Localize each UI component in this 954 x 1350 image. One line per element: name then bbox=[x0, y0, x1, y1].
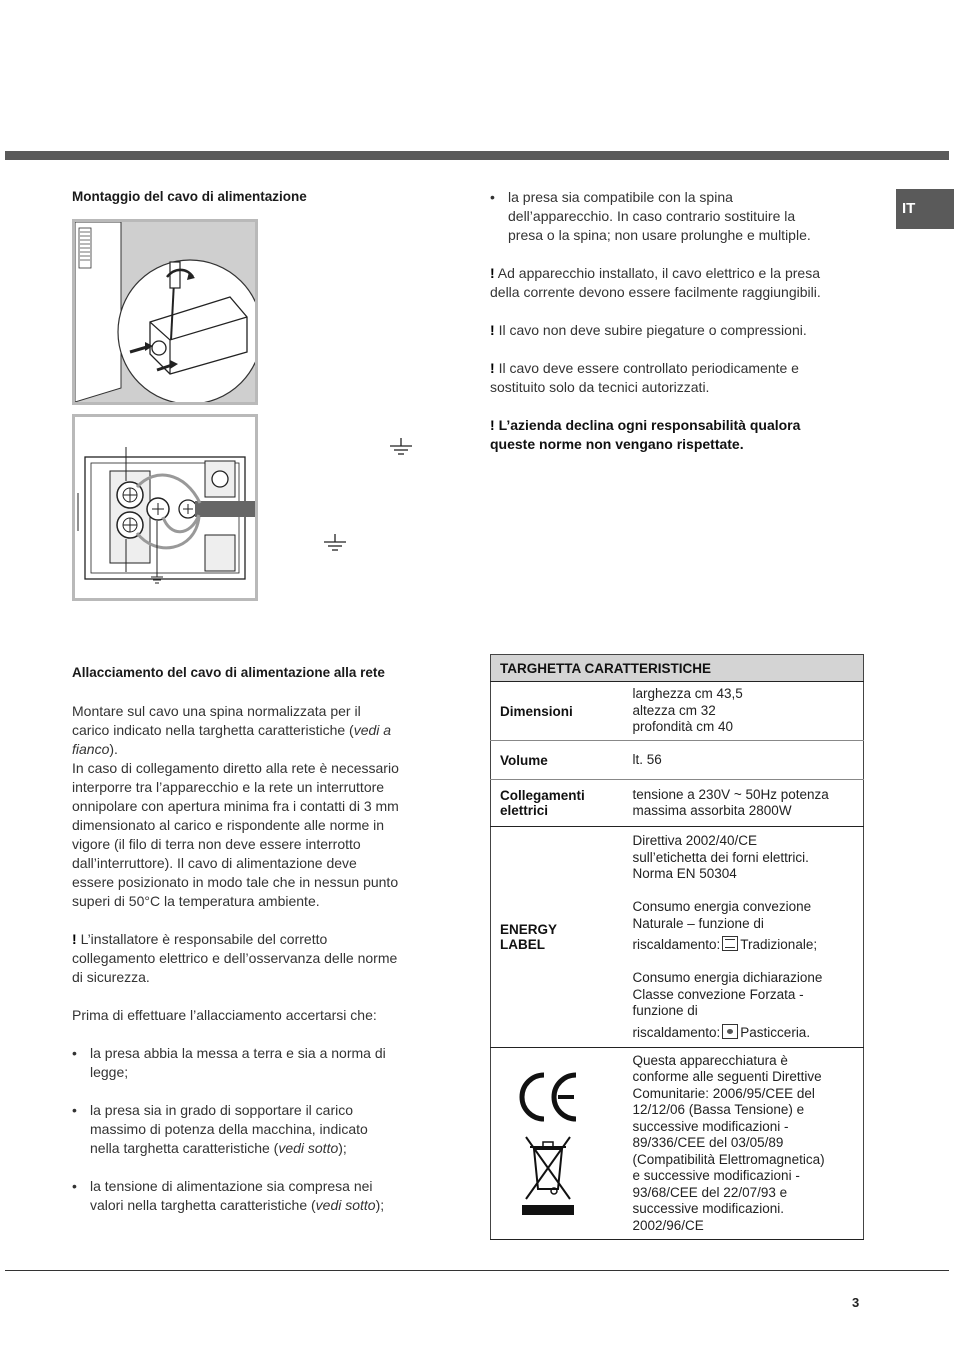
rating-plate-table bbox=[490, 654, 864, 1240]
wiring-diagram-illustration bbox=[72, 414, 258, 601]
text-line: essere posizionato in modo tale che in nessun punto bbox=[72, 874, 399, 890]
ground-icon bbox=[322, 534, 348, 554]
section-title-mains-connection: Allacciamento del cavo di alimentazione alla rete bbox=[72, 665, 385, 680]
row-label-compliance bbox=[491, 1048, 624, 1240]
ce-mark-icon bbox=[514, 1067, 584, 1217]
table-header: TARGHETTA CARATTERISTICHE bbox=[491, 655, 864, 682]
bullet-item: • la presa abbia la messa a terra e sia a norma di legge; bbox=[72, 1045, 386, 1080]
wiring-diagram-drawing bbox=[75, 417, 255, 598]
bullet-item: • la presa sia in grado di sopportare il carico massimo di potenza della macchina, indicato nella targhetta caratteristiche (vedi sotto); bbox=[72, 1102, 368, 1156]
bullet-item: • la tensione di alimentazione sia compresa nei valori nella targhetta caratteristiche (vedi sotto); bbox=[72, 1178, 385, 1213]
row-value-energy: Direttiva 2002/40/CE sull’etichetta dei forni elettrici. Norma EN 50304 Consumo energia convezione Naturale – funzione di riscaldamento: Tradizionale; Consumo energia dichiarazione Classe convezione Forzata - funzione di riscaldamento: Pasticceria. bbox=[624, 827, 864, 1048]
text-line: fianco). bbox=[72, 741, 118, 757]
weee-bin-icon bbox=[522, 1137, 574, 1215]
row-label-energy: ENERGY LABEL bbox=[491, 827, 624, 1048]
warning-note-bold: ! L’azienda declina ogni responsabilità qualora queste norme non vengano rispettate. bbox=[490, 417, 801, 452]
section-title-cable-mounting: Montaggio del cavo di alimentazione bbox=[72, 189, 307, 204]
text-line: interporre tra l’apparecchio e la rete un interruttore bbox=[72, 779, 385, 795]
safety-notes bbox=[490, 188, 880, 454]
text-line: Prima di effettuare l’allacciamento accertarsi che: bbox=[72, 1007, 377, 1023]
row-label-electrical: Collegamenti elettrici bbox=[491, 780, 624, 827]
text-line: superi di 50°C la temperatura ambiente. bbox=[72, 893, 320, 909]
pastry-mode-icon bbox=[722, 1024, 738, 1039]
text-line: vigore (il filo di terra non deve essere interrotto bbox=[72, 836, 361, 852]
bottom-rule bbox=[5, 1270, 949, 1271]
mains-connection-text bbox=[72, 702, 457, 1215]
language-tab: IT bbox=[896, 189, 954, 229]
ground-icon bbox=[388, 438, 414, 458]
text-line: di sicurezza. bbox=[72, 969, 150, 985]
text-line: onnipolare con apertura minima fra i contatti di 3 mm bbox=[72, 798, 399, 814]
row-value-electrical: tensione a 230V ~ 50Hz potenza massima assorbita 2800W bbox=[624, 780, 864, 827]
text-line: In caso di collegamento diretto alla rete è necessario bbox=[72, 760, 399, 776]
row-label-volume: Volume bbox=[491, 741, 624, 780]
text-line: carico indicato nella targhetta caratteristiche (vedi a bbox=[72, 722, 392, 738]
warning-note: ! Il cavo non deve subire piegature o compressioni. bbox=[490, 322, 807, 338]
page-number: 3 bbox=[852, 1295, 860, 1310]
row-value-dimensions: larghezza cm 43,5 altezza cm 32 profondità cm 40 bbox=[624, 682, 864, 741]
text-line: Montare sul cavo una spina normalizzata per il bbox=[72, 703, 361, 719]
bullet-item: • la presa sia compatibile con la spina dell’apparecchio. In caso contrario sostituire la presa o la spina; non usare prolunghe e multiple. bbox=[490, 189, 811, 243]
traditional-mode-icon bbox=[722, 936, 738, 951]
row-value-compliance: Questa apparecchiatura è conforme alle seguenti Direttive Comunitarie: 2006/95/CEE del 12/12/06 (Bassa Tensione) e successive modificazioni - 89/336/CEE del 03/05/89 (Compatibilità Elettromagnetica) e successive modificazioni - 93/68/CEE del 22/07/93 e successive modificazioni. 2002/96/CE bbox=[624, 1048, 864, 1240]
warning-note: ! Il cavo deve essere controllato periodicamente e sostituito solo da tecnici autorizzati. bbox=[490, 360, 799, 395]
terminal-box-drawing bbox=[75, 222, 255, 402]
text-line: collegamento elettrico e dell’osservanza delle norme bbox=[72, 950, 398, 966]
row-value-volume: lt. 56 bbox=[624, 741, 864, 780]
row-label-dimensions: Dimensioni bbox=[491, 682, 624, 741]
text-line: dall’interruttore). Il cavo di alimentazione deve bbox=[72, 855, 357, 871]
text-line: dimensionato al carico e rispondente alle norme in bbox=[72, 817, 385, 833]
warning-note: ! Ad apparecchio installato, il cavo elettrico e la presa della corrente devono essere facilmente raggiungibili. bbox=[490, 265, 821, 300]
text-line: ! L’installatore è responsabile del corretto bbox=[72, 931, 328, 947]
top-rule bbox=[5, 151, 949, 160]
terminal-box-illustration bbox=[72, 219, 258, 405]
